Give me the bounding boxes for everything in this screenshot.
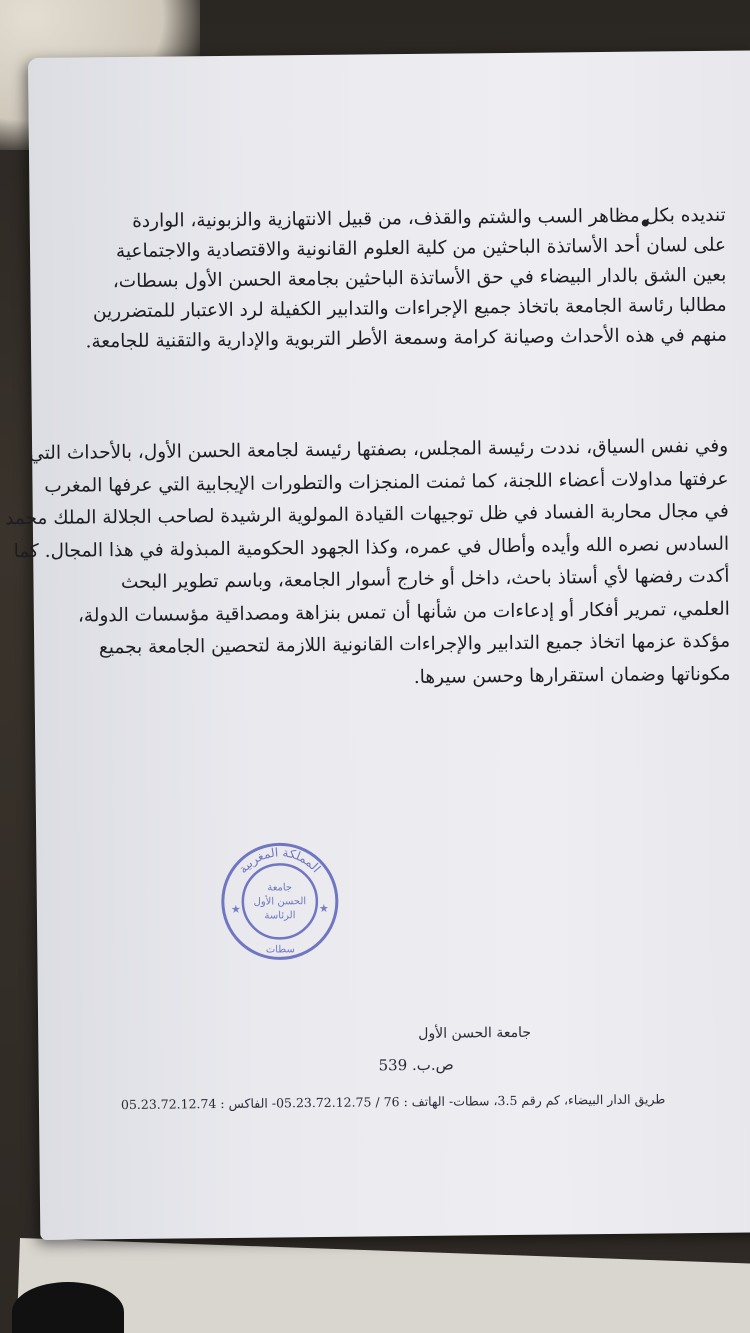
seal-inner-line: جامعة bbox=[267, 882, 293, 894]
text-line: مكوناتها وضمان استقرارها وحسن سيرها. bbox=[413, 663, 731, 688]
footer-university-name: جامعة الحسن الأول bbox=[418, 1024, 532, 1042]
svg-text:★: ★ bbox=[230, 902, 241, 916]
seal-outer-text: المملكة المغربية bbox=[235, 845, 324, 876]
text-line: أكدت رفضها لأي أستاذ باحث، داخل أو خارج أسوار الجامعة، وباسم تطوير البحث bbox=[120, 565, 730, 594]
text-line: العلمي، تمرير أفكار أو إدعاءات من شأنها أن تمس بنزاهة ومصداقية مؤسسات الدولة، bbox=[77, 598, 730, 627]
text-line: مطالبا رئاسة الجامعة باتخاذ جميع الإجراءات والتدابير الكفيلة لرد الاعتبار للمتضررين bbox=[92, 294, 727, 323]
text-line: عرفتها مداولات أعضاء اللجنة، كما ثمنت المنجزات والتطورات الإيجابية التي عرفها المغرب bbox=[44, 468, 729, 497]
svg-text:المملكة المغربية bbox=[236, 845, 324, 876]
paragraph-condemnation bbox=[85, 201, 728, 357]
svg-text:★: ★ bbox=[318, 901, 329, 915]
footer-address-contacts: طريق الدار البيضاء، كم رقم 3.5، سطات- الهاتف : 76 / 05.23.72.12.75- الفاكس : 05.23.72.12.74 bbox=[120, 1091, 666, 1113]
seal-inner-line: الرئاسة bbox=[264, 910, 296, 922]
seal-graphic bbox=[218, 840, 341, 963]
seal-bottom-text: سطات bbox=[265, 944, 295, 956]
official-seal-stamp bbox=[218, 840, 341, 963]
text-line: وفي نفس السياق، نددت رئيسة المجلس، بصفتها رئيسة لجامعة الحسن الأول، بالأحداث التي bbox=[29, 435, 729, 465]
paragraph-president-statement bbox=[5, 431, 731, 698]
text-line: مؤكدة عزمها اتخاذ جميع التدابير والإجراءات القانونية اللازمة لتحصين الجامعة بجميع bbox=[98, 630, 731, 659]
text-line: منهم في هذه الأحداث وصيانة كرامة وسمعة الأطر التربوية والإدارية والتقنية للجامعة. bbox=[85, 324, 728, 353]
underlying-sheet bbox=[16, 1238, 750, 1333]
seal-inner-line: الحسن الأول bbox=[253, 896, 307, 908]
text-line: بعين الشق بالدار البيضاء في حق الأساتذة الباحثين بجامعة الحسن الأول بسطات، bbox=[112, 264, 727, 293]
text-line: على لسان أحد الأساتذة الباحثين من كلية العلوم القانونية والاقتصادية والاجتماعية bbox=[115, 234, 727, 263]
text-line: السادس نصره الله وأيده وأطال في عمره، وكذا الجهود الحكومية المبذولة في هذا المجال. كما bbox=[13, 533, 730, 562]
document-page bbox=[5, 50, 750, 1240]
dark-object bbox=[12, 1282, 124, 1333]
footer-po-box: ص.ب. 539 bbox=[378, 1055, 454, 1075]
text-line: في مجال محاربة الفساد في ظل توجيهات القيادة المولوية الرشيدة لصاحب الجلالة الملك محمد bbox=[5, 500, 729, 530]
text-line: تنديده بكل مظاهر السب والشتم والقذف، من قبيل الانتهازية والزبونية، الواردة bbox=[132, 204, 726, 232]
